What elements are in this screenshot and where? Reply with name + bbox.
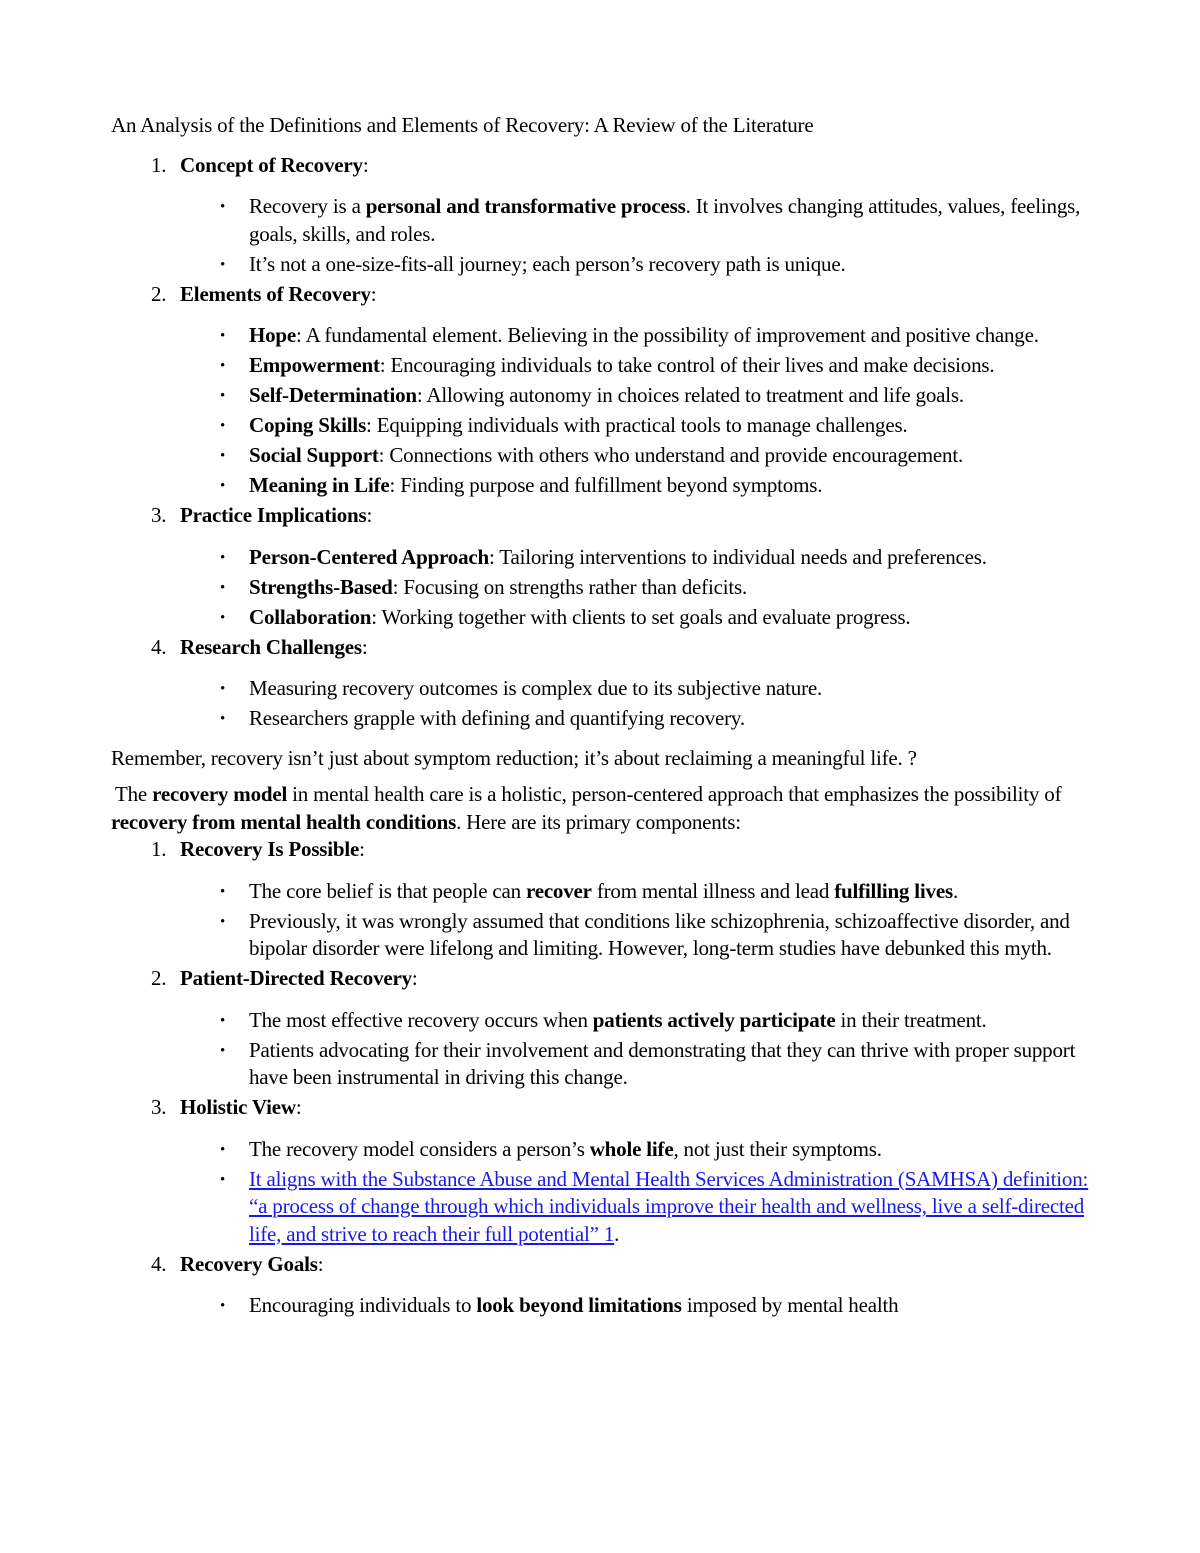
section-heading: Holistic View:	[180, 1095, 302, 1119]
list-item: • Meaning in Life: Finding purpose and fulfillment beyond symptoms.	[249, 472, 1096, 500]
samhsa-definition-link[interactable]: It aligns with the Substance Abuse and Mental Health Services Administration (SAMHSA) definition: “a process of change through which individuals improve their health and wellness, live a self-directed life, and strive to reach their full potential” 1	[249, 1166, 1089, 1246]
list-item: • Person-Centered Approach: Tailoring interventions to individual needs and preferences.	[249, 544, 1096, 572]
document-body	[111, 112, 1096, 1322]
section-number: 3.	[151, 503, 167, 527]
section-patient-directed-recovery	[111, 965, 1096, 1092]
section-number: 2.	[151, 966, 167, 990]
section-concept-of-recovery	[111, 152, 1096, 279]
bullet-icon: •	[220, 1141, 226, 1158]
bullet-list	[180, 322, 1096, 500]
list-item: • Collaboration: Working together with clients to set goals and evaluate progress.	[249, 604, 1096, 632]
bullet-icon: •	[220, 913, 226, 930]
section-number: 1.	[151, 837, 167, 861]
list-item: • It aligns with the Substance Abuse and Mental Health Services Administration (SAMHSA) definition: “a process of change through which individuals improve their health and wellness, live a self-directed life, and strive to reach their full potential” 1.	[220, 1166, 1089, 1246]
bullet-icon: •	[220, 1012, 226, 1029]
bullet-list	[180, 544, 1096, 632]
list-item: • Hope: A fundamental element. Believing in the possibility of improvement and positive change.	[249, 322, 1096, 350]
bullet-icon: •	[220, 711, 226, 727]
document-title: An Analysis of the Definitions and Elements of Recovery: A Review of the Literature	[111, 113, 814, 137]
list-item: • Encouraging individuals to look beyond limitations imposed by mental health	[249, 1292, 1096, 1320]
list-item: • Coping Skills: Equipping individuals with practical tools to manage challenges.	[249, 412, 1096, 440]
bullet-icon: •	[220, 388, 226, 404]
section-practice-implications	[111, 502, 1096, 631]
section-heading: Recovery Goals:	[180, 1251, 324, 1276]
sections-list-2	[111, 836, 1096, 1320]
list-item: • Self-Determination: Allowing autonomy in choices related to treatment and life goals.	[249, 382, 1096, 410]
bullet-icon: •	[220, 478, 226, 494]
bullet-list	[180, 1292, 1096, 1320]
section-number: 2.	[151, 281, 167, 306]
bullet-icon: •	[220, 883, 226, 900]
list-item: • Measuring recovery outcomes is complex due to its subjective nature.	[249, 675, 1096, 703]
list-item: • Researchers grapple with defining and quantifying recovery.	[249, 705, 1096, 733]
section-recovery-is-possible	[111, 836, 1096, 963]
section-recovery-goals	[111, 1251, 1096, 1320]
bullet-icon: •	[220, 448, 226, 464]
list-item: • Social Support: Connections with others who understand and provide encouragement.	[249, 442, 1096, 470]
bullet-icon: •	[220, 256, 226, 273]
section-heading: Recovery Is Possible:	[180, 837, 365, 861]
section-number: 4.	[151, 634, 167, 659]
section-heading: Patient-Directed Recovery:	[180, 966, 418, 990]
section-heading: Elements of Recovery:	[180, 281, 377, 306]
list-item: • Recovery is a personal and transformative process. It involves changing attitudes, values, feelings, goals, skills, and roles.	[220, 194, 1081, 246]
bullet-icon: •	[220, 681, 226, 697]
section-heading: Research Challenges:	[180, 634, 368, 659]
bullet-list	[180, 193, 1096, 278]
list-item: • Strengths-Based: Focusing on strengths rather than deficits.	[249, 574, 1096, 602]
bullet-icon: •	[220, 609, 226, 626]
section-heading: Concept of Recovery:	[180, 152, 369, 177]
bullet-icon: •	[220, 1042, 226, 1059]
bullet-icon: •	[220, 328, 226, 344]
bullet-list	[180, 1007, 1096, 1092]
section-heading: Practice Implications:	[180, 503, 373, 527]
bullet-icon: •	[220, 358, 226, 374]
section-number: 3.	[151, 1095, 167, 1119]
section-holistic-view	[111, 1094, 1096, 1248]
section-elements-of-recovery	[111, 281, 1096, 500]
remember-paragraph: Remember, recovery isn’t just about symptom reduction; it’s about reclaiming a meaningful life. ?	[111, 745, 917, 770]
bullet-icon: •	[220, 1171, 226, 1188]
list-item: • The most effective recovery occurs when patients actively participate in their treatment.	[249, 1007, 1096, 1035]
section-research-challenges	[111, 634, 1096, 733]
bullet-list	[180, 675, 1096, 733]
list-item: • The recovery model considers a person’s whole life, not just their symptoms.	[249, 1136, 1096, 1164]
bullet-list	[180, 1136, 1096, 1249]
sections-list-1	[111, 152, 1096, 733]
section-number: 1.	[151, 152, 167, 177]
section-number: 4.	[151, 1251, 167, 1276]
bullet-icon: •	[220, 549, 226, 566]
intro-paragraph: The recovery model in mental health care is a holistic, person-centered approach that emphasizes the possibility of recovery from mental health conditions. Here are its primary components:	[111, 782, 1062, 834]
bullet-icon: •	[220, 418, 226, 434]
list-item: • Empowerment: Encouraging individuals to take control of their lives and make decisions.	[249, 352, 1096, 380]
bullet-list	[180, 878, 1096, 963]
list-item: • It’s not a one-size-fits-all journey; each person’s recovery path is unique.	[249, 251, 1096, 279]
list-item: • The core belief is that people can recover from mental illness and lead fulfilling lives.	[249, 878, 1096, 906]
list-item: • Patients advocating for their involvement and demonstrating that they can thrive with proper support have been instrumental in driving this change.	[220, 1037, 1076, 1089]
bullet-icon: •	[220, 579, 226, 596]
bullet-icon: •	[220, 199, 226, 215]
list-item: • Previously, it was wrongly assumed that conditions like schizophrenia, schizoaffective disorder, and bipolar disorder were lifelong and limiting. However, long-term studies have debunked this myth.	[220, 908, 1070, 960]
bullet-icon: •	[220, 1298, 226, 1314]
